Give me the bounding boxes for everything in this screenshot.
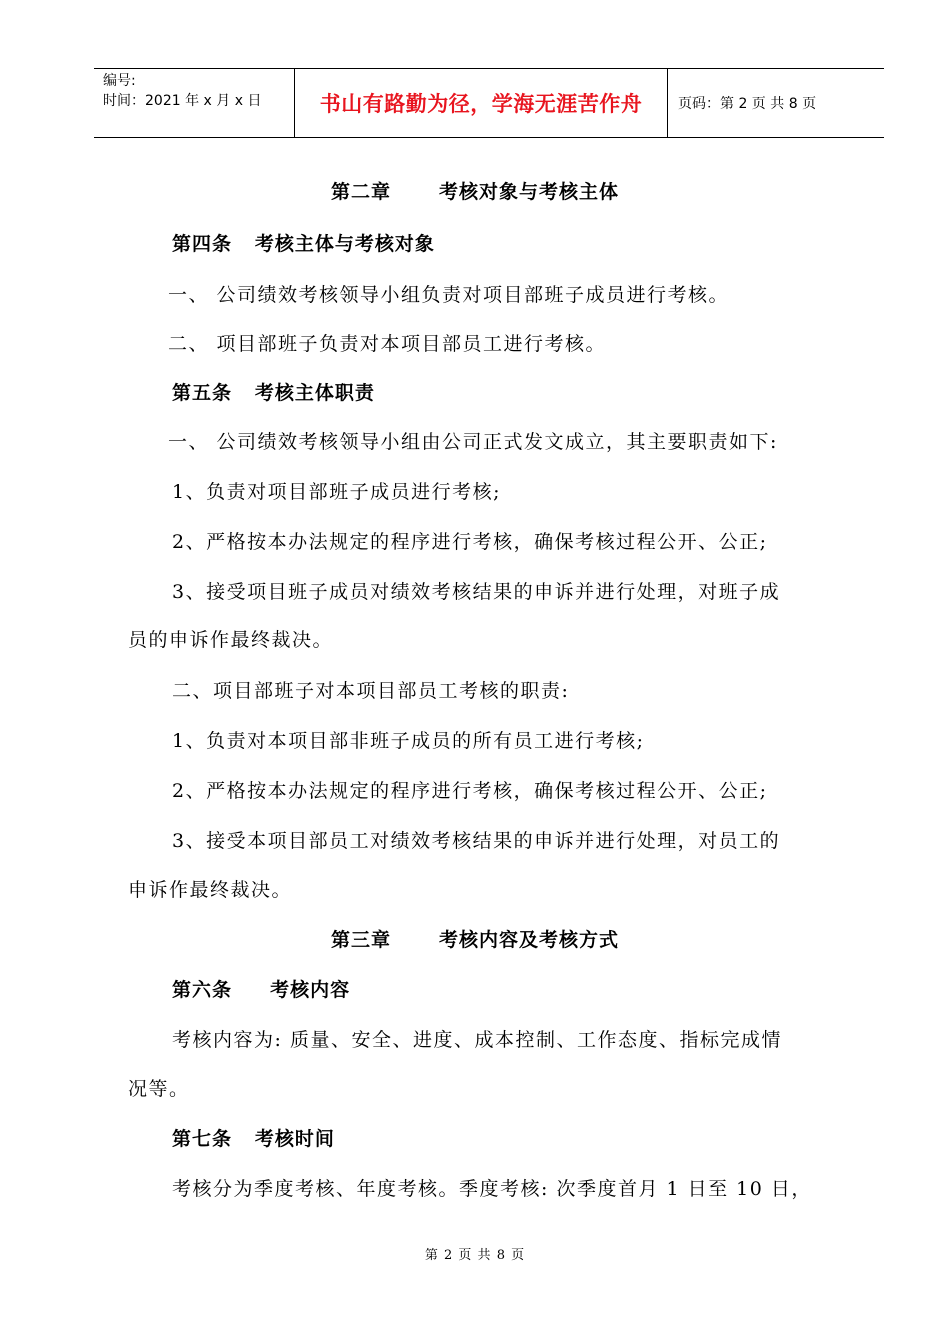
paragraph-4: 1、负责对项目部班子成员进行考核;	[172, 481, 501, 503]
chapter-3-heading	[0, 928, 950, 952]
paragraph-10-line-1: 3、接受本项目部员工对绩效考核结果的申诉并进行处理，对员工的	[172, 830, 781, 852]
paragraph-11-line-1: 考核内容为: 质量、安全、进度、成本控制、工作态度、指标完成情	[172, 1029, 782, 1051]
paragraph-5: 2、严格按本办法规定的程序进行考核，确保考核过程公开、公正;	[172, 531, 768, 553]
article-6-title: 考核内容	[270, 979, 351, 1001]
paragraph-6-line-1: 3、接受项目班子成员对绩效考核结果的申诉并进行处理，对班子成	[172, 581, 781, 603]
paragraph-6-line-2: 员的申诉作最终裁决。	[128, 629, 334, 651]
article-6-number: 第六条	[172, 979, 233, 1001]
chapter-2-heading	[0, 180, 950, 204]
header-motto-cell	[295, 69, 668, 137]
paragraph-7: 二、项目部班子对本项目部员工考核的职责:	[172, 680, 570, 702]
motto-text: 书山有路勤为径，学海无涯苦作舟	[319, 92, 643, 116]
article-4-heading	[172, 232, 435, 256]
article-5-heading	[172, 381, 375, 405]
paragraph-10-line-2: 申诉作最终裁决。	[128, 879, 293, 901]
paragraph-1: 一、 公司绩效考核领导小组负责对项目部班子成员进行考核。	[168, 284, 730, 306]
time-label: 时间：2021 年 x 月 x 日	[103, 93, 262, 109]
code-label: 编号:	[103, 73, 136, 89]
chapter-2-number: 第二章	[330, 181, 391, 203]
article-7-title: 考核时间	[254, 1128, 335, 1150]
article-7-heading	[172, 1127, 335, 1151]
paragraph-9: 2、严格按本办法规定的程序进行考核，确保考核过程公开、公正;	[172, 780, 768, 802]
article-4-title: 考核主体与考核对象	[254, 233, 435, 255]
chapter-2-title: 考核对象与考核主体	[439, 181, 620, 203]
article-5-number: 第五条	[172, 382, 233, 404]
paragraph-12: 考核分为季度考核、年度考核。季度考核: 次季度首月 1 日至 10 日，	[172, 1178, 812, 1200]
paragraph-2: 二、 项目部班子负责对本项目部员工进行考核。	[168, 333, 607, 355]
page-header	[94, 68, 884, 138]
chapter-3-title: 考核内容及考核方式	[439, 929, 620, 951]
chapter-3-number: 第三章	[330, 929, 391, 951]
paragraph-11-line-2: 况等。	[128, 1078, 190, 1100]
page-footer: 第 2 页 共 8 页	[424, 1248, 526, 1263]
article-5-title: 考核主体职责	[254, 382, 375, 404]
page-label: 页码：第 2 页 共 8 页	[678, 96, 817, 112]
header-meta	[94, 69, 295, 137]
paragraph-8: 1、负责对本项目部非班子成员的所有员工进行考核;	[172, 730, 645, 752]
article-6-heading	[172, 978, 350, 1002]
article-7-number: 第七条	[172, 1128, 233, 1150]
article-4-number: 第四条	[172, 233, 233, 255]
header-page-cell	[668, 69, 884, 137]
paragraph-3: 一、 公司绩效考核领导小组由公司正式发文成立，其主要职责如下:	[168, 431, 778, 453]
